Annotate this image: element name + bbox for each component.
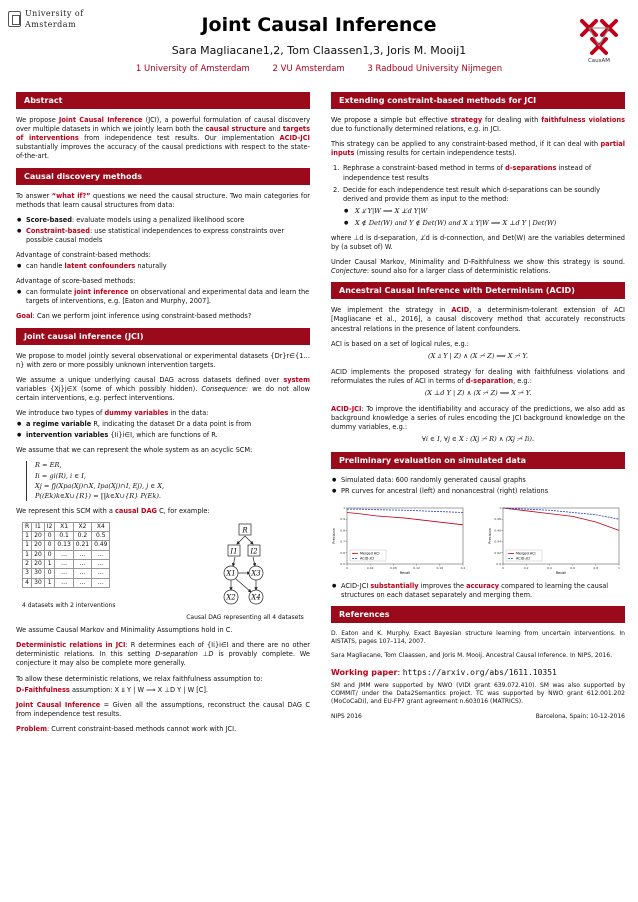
x-tick-label: 0.04 xyxy=(366,565,374,570)
university-logo-text: University of Amsterdam xyxy=(24,8,84,29)
reference-item: Sara Magliacane, Tom Claassen, and Joris M. Mooij. Ancestral Causal Inference. In NIPS, 2016. xyxy=(331,652,613,660)
acid-paragraph-1: We implement the strategy in ACID, a determinism-tolerant extension of ACI [Magliacane et al., 2016], a causal discovery method that accurately reconstructs ancestral relations in the presence of latent confounders. xyxy=(331,306,625,333)
affiliation-2: 2 VU Amsterdam xyxy=(272,64,345,74)
reference-item: D. Eaton and K. Murphy. Exact Bayesian structure learning from uncertain interventions. In AISTATS, pages 107–114, 2007. xyxy=(331,629,625,646)
preliminary-conclusion-list xyxy=(331,582,625,600)
strategy-steps-list xyxy=(331,164,625,228)
legend-label: ACID-JCI xyxy=(516,556,531,561)
x-tick-label: 0.12 xyxy=(413,565,420,570)
y-tick-label: 0.96 xyxy=(494,528,501,533)
jci-paragraph-1: We propose to model jointly several observational or experimental datasets {Dr}r∈{1…n} with zero or more possibly unknown intervention targets. xyxy=(16,351,310,369)
acid-heading: Ancestral Causal Inference with Determinism (ACID) xyxy=(331,282,625,299)
table-header-row: R I1 I2 X1 X2 X4 xyxy=(23,522,110,531)
y-axis-label: Precision xyxy=(488,527,492,544)
y-tick-label: 0.94 xyxy=(494,539,501,544)
causal-discovery-intro: To answer “what if?” questions we need the causal structure. Two main categories for methods that learn causal structures from data: xyxy=(16,191,310,209)
score-based-advantage-list xyxy=(16,288,310,306)
x-tick-label: 0.2 xyxy=(523,565,529,570)
jci-example-figure xyxy=(16,522,310,622)
aci-rule-equation: (X ⫫ Y | Z) ∧ (X ⇢̸ Z) ⟹ X ⇢̸ Y. xyxy=(428,351,528,360)
jci-paragraph-3: We introduce two types of dummy variables in the data: xyxy=(16,409,209,418)
datasets-table xyxy=(22,522,110,588)
scm-equation: R = ER, xyxy=(35,461,62,470)
score-based-advantage-label: Advantage of score-based methods: xyxy=(16,277,136,286)
y-tick-label: 1 xyxy=(499,505,501,510)
x-tick-label: 0.8 xyxy=(593,565,599,570)
scm-equations xyxy=(26,461,310,500)
poster-title: Joint Causal Inference xyxy=(201,14,437,36)
y-tick-label: 0.92 xyxy=(494,550,501,555)
jci-paragraph-8: To allow these deterministic relations, we relax faithfulness assumption to: xyxy=(16,674,263,683)
poster-affiliations xyxy=(0,64,638,76)
preliminary-heading: Preliminary evaluation on simulated data xyxy=(331,452,625,469)
datasets-table-block xyxy=(22,522,115,610)
extending-paragraph-2: This strategy can be applied to any constraint-based method, if it can deal with partial inputs (missing results for certain independence tests). xyxy=(331,140,625,158)
legend-label: Merged ACI xyxy=(360,551,380,556)
strategy-rules-list xyxy=(343,207,625,228)
y-tick-label: 0.9 xyxy=(496,561,501,566)
causal-dag-block xyxy=(180,522,310,622)
list-item: 1. Rephrase a constraint-based method in terms of d-separations instead of independence test results xyxy=(333,164,592,182)
extending-heading: Extending constraint-based methods for JCI xyxy=(331,92,625,109)
dag-node-label: X2 xyxy=(226,593,236,602)
list-item: ● intervention variables {Ii}i∈I, which are functions of R. xyxy=(16,431,310,440)
y-tick-label: 0.9 xyxy=(340,516,345,521)
affiliation-1: 1 University of Amsterdam xyxy=(135,64,250,74)
list-item: ● a regime variable R, indicating the dataset Dr a data point is from xyxy=(16,420,310,429)
y-tick-label: 0.8 xyxy=(340,528,345,533)
x-tick-label: 0.6 xyxy=(570,565,575,570)
scm-equation: P((Ek)k∈X∪{R}) = ∏k∈X∪{R} P(Ek). xyxy=(35,491,161,500)
y-tick-label: 0.7 xyxy=(340,539,345,544)
references-list xyxy=(331,630,625,661)
table-row: 1 20 0 … … … xyxy=(23,550,110,559)
acid-rule-equation: (X ⊥d Y | Z) ∧ (X ⇢̸ Z) ⟹ X ⇢̸ Y. xyxy=(424,389,532,398)
dag-node-label: X4 xyxy=(251,593,261,602)
table-row: 1 20 0 0.13 0.21 0.49 xyxy=(23,541,110,550)
x-axis-label: Recall xyxy=(399,570,411,575)
dag-node-label: X3 xyxy=(251,569,261,578)
extending-paragraph-1: We propose a simple but effective strategy for dealing with faithfulness violations due to functionally determined relations, e.g. in JCI. xyxy=(331,116,625,134)
right-column xyxy=(331,90,625,721)
method-categories-list xyxy=(16,216,310,245)
pr-curve-nonancestral-chart xyxy=(487,502,625,578)
dag-caption: Causal DAG representing all 4 datasets xyxy=(186,613,304,621)
list-item: ● Constraint-based: use statistical independences to express constraints over possible causal models xyxy=(16,227,310,245)
dag-node-label: I1 xyxy=(230,547,238,556)
list-item: 2. Decide for each independence test result which d-separations can be soundly derived and provide them as input to the method: ● X ⫫̸ Y|W ⟹ X ⊥̸d Y|W ● X ∉ Det(W) and Y ∉ Det(W) and X ⫫ Y|W ⟹ X ⊥d Y | Det(W) xyxy=(331,186,625,228)
d-faithfulness-text: D-Faithfulness assumption: X ⫫ Y | W ⟹ X ⊥D Y | W [C]. xyxy=(16,685,209,694)
place-date-text: Barcelona, Spain; 10-12-2016 xyxy=(535,712,625,720)
extending-paragraph-3: where ⊥d is d-separation, ⊥̸d is d-connection, and Det(W) are the variables determined by (a subset of) W. xyxy=(331,233,625,252)
list-item: ● can formulate joint inference on observational and experimental data and learn the targets of interventions, e.g. [Eaton and Murphy, 2007]. xyxy=(16,288,310,306)
abstract-heading: Abstract xyxy=(16,92,310,109)
table-row: 1 20 0 0.1 0.2 0.5 xyxy=(23,532,110,541)
y-axis-label: Precision xyxy=(332,527,336,544)
jci-paragraph-2: We assume a unique underlying causal DAG across datasets defined over system variables {Xj}j∈X (some of which possibly hidden). Consequence: we do not allow certain interventions, e.g. perfect interventions. xyxy=(16,375,310,402)
list-item: ● PR curves for ancestral (left) and nonancestral (right) relations xyxy=(331,487,625,496)
x-tick-label: 0.4 xyxy=(547,565,552,570)
jci-heading: Joint causal inference (JCI) xyxy=(16,328,310,345)
x-tick-label: 0 xyxy=(346,565,348,570)
left-column xyxy=(16,90,310,740)
extending-paragraph-4: Under Causal Markov, Minimality and D-Faithfulness we show this strategy is sound. Conjecture: sound also for a larger class of deterministic relations. xyxy=(331,258,625,276)
jci-background-equation: ∀i ∈ I, ∀j ∈ X : (Xj ⇢̸ R) ∧ (Xj ⇢̸ Ii). xyxy=(421,435,535,444)
list-item: ● X ∉ Det(W) and Y ∉ Det(W) and X ⫫ Y|W ⟹ X ⊥d Y | Det(W) xyxy=(343,219,625,228)
pr-curve-charts xyxy=(331,502,625,578)
preliminary-list xyxy=(331,476,625,496)
list-item: ● X ⫫̸ Y|W ⟹ X ⊥̸d Y|W xyxy=(343,207,625,216)
pr-curve-ancestral-chart xyxy=(331,502,469,578)
scm-equation: Xj = fj(Xpa(Xj)∩X, Ipa(Xj)∩I, Ej), j ∈ X, xyxy=(35,481,165,490)
legend-label: ACID-JCI xyxy=(360,556,375,561)
dag-node xyxy=(224,524,263,604)
acknowledgements: SM and JMM were supported by NWO (VIDI grant 639.072.410). SM was also supported by COMMIT/ under the Data2Semantics project. TC was supported by NWO grant 612.001.202 (MoCoCaDi), and EU-FP7 grant agreement n.603016 (MATRICS). xyxy=(331,681,625,706)
deterministic-relations-text: Deterministic relations in JCI: R determines each of {Ii}i∈I and there are no other deterministic relations. In this setting D-separation ⊥D is provably complete. We conjecture it may also be complete more generally. xyxy=(16,641,311,668)
list-item: ● Simulated data: 600 randomly generated causal graphs xyxy=(331,476,625,485)
y-tick-label: 0.98 xyxy=(494,516,501,521)
legend-label: Merged ACI xyxy=(516,551,536,556)
dag-node-label: I2 xyxy=(250,547,258,556)
list-item: ● can handle latent confounders naturally xyxy=(16,262,310,271)
jci-paragraph-4: We assume that we can represent the whole system as an acyclic SCM: xyxy=(16,446,253,455)
list-item: ● Score-based: evaluate models using a penalized likelihood score xyxy=(16,216,310,225)
acid-jci-text: ACID-JCI: To improve the identifiability and accuracy of the predictions, we also add as background knowledge a series of rules encoding the JCI background knowledge on the dummy variables, e.g.: xyxy=(331,405,625,432)
constraint-based-advantage-list xyxy=(16,262,310,271)
poster-authors: Sara Magliacane1,2, Tom Claassen1,3, Joris M. Mooij1 xyxy=(171,44,467,57)
jci-paragraph-5: We represent this SCM with a causal DAG C, for example: xyxy=(16,506,210,515)
working-paper-link[interactable]: https://arxiv.org/abs/1611.10351 xyxy=(402,667,557,677)
y-tick-label: 0.6 xyxy=(340,550,345,555)
acid-paragraph-3: ACID implements the proposed strategy for dealing with faithfulness violations and reformulates the rules of ACI in terms of d-separation, e.g.: xyxy=(331,367,625,385)
dag-node-label: R xyxy=(242,526,248,535)
poster-footer xyxy=(331,713,625,721)
table-caption: 4 datasets with 2 interventions xyxy=(22,601,116,609)
constraint-based-advantage-label: Advantage of constraint-based methods: xyxy=(16,251,151,259)
x-tick-label: 0.16 xyxy=(436,565,444,570)
x-axis-label: Recall xyxy=(555,570,567,575)
jci-paragraph-6: We assume Causal Markov and Minimality Assumptions hold in C. xyxy=(16,626,233,635)
dag-node-label: X1 xyxy=(226,569,236,578)
table-row: 4 30 1 … … … xyxy=(23,578,110,587)
goal-text: Goal: Can we perform joint inference using constraint-based methods? xyxy=(16,312,252,321)
abstract-text: We propose Joint Causal Inference (JCI), a powerful formulation of causal discovery over multiple datasets in which we jointly learn both the causal structure and targets of interventions from independence test results. Our implementation ACID-JCI substantially improves the accuracy of the causal predictions with respect to the state-of-the-art. xyxy=(16,116,311,161)
table-row: 3 30 0 … … … xyxy=(23,569,110,578)
acid-paragraph-2: ACI is based on a set of logical rules, e.g.: xyxy=(331,339,470,348)
dummy-variables-list xyxy=(16,420,310,440)
x-tick-label: 0.2 xyxy=(460,565,466,570)
poster-header xyxy=(0,0,638,86)
causal-dag xyxy=(200,522,290,612)
list-item: ● ACID-JCI substantially improves the accuracy compared to learning the causal structures on each dataset separately and merging them. xyxy=(331,582,625,600)
x-tick-label: 0 xyxy=(502,565,504,570)
x-tick-label: 1 xyxy=(618,565,620,570)
table-row: 2 20 1 … … … xyxy=(23,559,110,568)
working-paper-line: Working paper: https://arxiv.org/abs/1611.10351 xyxy=(331,667,557,677)
causam-logo-text: CausAM xyxy=(587,58,611,64)
scm-equation: Ii = gi(R), i ∈ I, xyxy=(35,471,86,480)
venue-text: NIPS 2016 xyxy=(331,712,362,720)
affiliation-3: 3 Radboud University Nijmegen xyxy=(367,64,503,74)
problem-text: Problem: Current constraint-based methods cannot work with JCI. xyxy=(16,724,237,733)
references-heading: References xyxy=(331,606,625,623)
x-tick-label: 0.08 xyxy=(390,565,397,570)
jci-definition-text: Joint Causal Inference = Given all the assumptions, reconstruct the causal DAG C from independence test results. xyxy=(16,700,311,718)
y-tick-label: 0.5 xyxy=(340,561,345,566)
y-tick-label: 1 xyxy=(343,505,345,510)
causal-discovery-heading: Causal discovery methods xyxy=(16,168,310,185)
